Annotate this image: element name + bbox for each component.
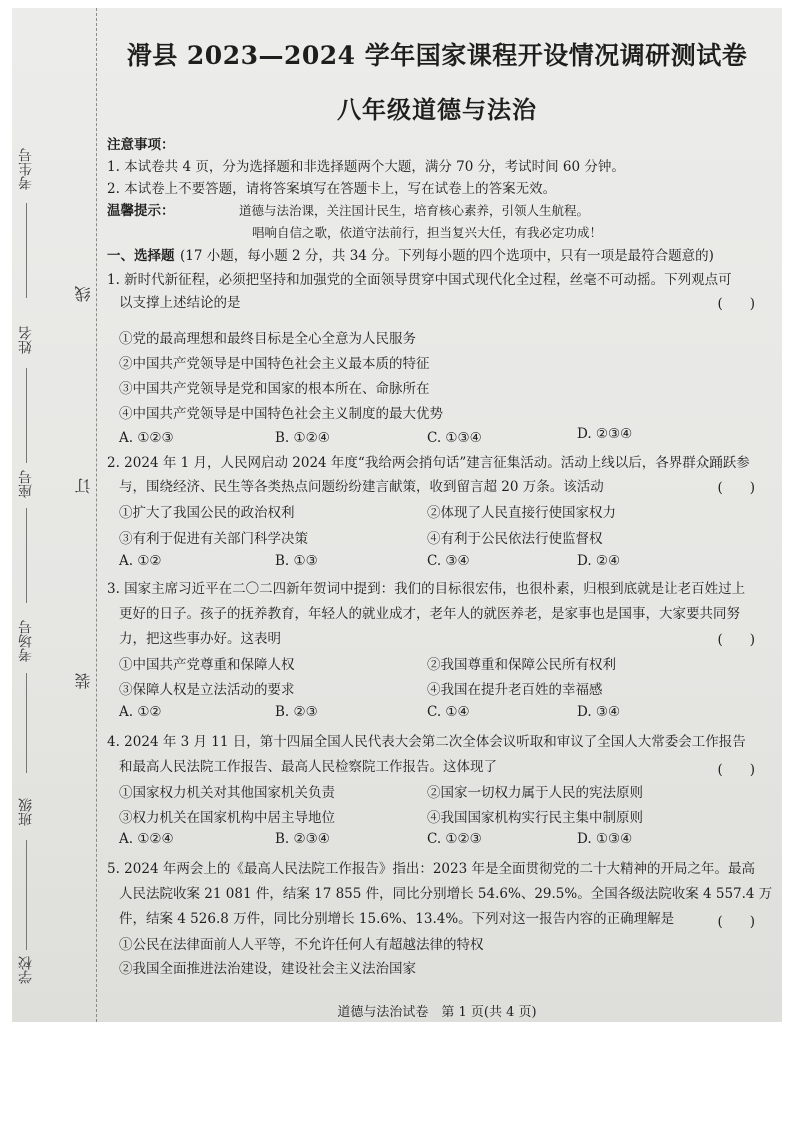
exam-subject: 八年级道德与法治: [337, 95, 537, 124]
section-title: 一、选择题: [107, 248, 175, 264]
class-label: 班级: [18, 798, 34, 826]
tip-line: 唱响自信之歌，依道守法前行，担当复兴大任，有我必定功成！: [252, 225, 603, 240]
statement: ③保障人权是立法活动的要求: [119, 682, 295, 698]
statement: ②体现了人民直接行使国家权力: [427, 505, 616, 521]
candidate-number-label: 考生号: [18, 148, 34, 190]
statement: ④我国国家机构实行民主集中制原则: [427, 810, 643, 826]
choice: A. ①②: [119, 704, 162, 720]
exam-room-blank: [26, 673, 27, 773]
answer-blank: ( ): [717, 632, 755, 648]
statement: ①公民在法律面前人人平等，不允许任何人有超越法律的特权: [119, 937, 484, 953]
exam-title: 滑县 2023—2024 学年国家课程开设情况调研测试卷: [126, 41, 748, 70]
section-description: (17 小题，每小题 2 分，共 34 分。下列每小题的四个选项中，只有一项是最符合题意的): [180, 248, 714, 264]
choice: C. ①③④: [427, 430, 482, 446]
answer-blank: ( ): [717, 480, 755, 496]
choice: D. ②④: [577, 553, 621, 569]
answer-blank: ( ): [717, 762, 755, 778]
answer-blank: ( ): [717, 914, 755, 930]
question-1-text: 1. 新时代新征程，必须把坚持和加强党的全面领导贯穿中国式现代化全过程，丝毫不可动摇。下列观点可: [107, 272, 732, 288]
question-4-text: 和最高人民法院工作报告、最高人民检察院工作报告。这体现了: [119, 759, 497, 775]
question-2-text: 2. 2024 年 1 月，人民网启动 2024 年度“我给两会捎句话”建言征集活动。活动上线以后，各界群众踊跃参: [107, 455, 750, 471]
name-blank: [26, 368, 27, 463]
exam-photo: [12, 8, 782, 1022]
choice: B. ②③④: [275, 831, 330, 847]
statement: ③中国共产党领导是党和国家的根本所在、命脉所在: [119, 381, 430, 397]
question-2-text: 与，围绕经济、民生等各类热点问题纷纷建言献策，收到留言超 20 万条。该活动: [119, 479, 604, 495]
answer-blank: ( ): [717, 296, 755, 312]
choice: A. ①②④: [119, 831, 174, 847]
statement: ①扩大了我国公民的政治权利: [119, 505, 295, 521]
page-footer: 道德与法治试卷 第 1 页(共 4 页): [337, 1005, 537, 1020]
cut-line: [96, 8, 97, 1022]
notes-heading: 注意事项：: [107, 137, 175, 153]
statement: ②我国全面推进法治建设，建设社会主义法治国家: [119, 961, 416, 977]
statement: ③权力机关在国家机构中居主导地位: [119, 810, 335, 826]
choice: A. ①②: [119, 553, 162, 569]
statement: ③有利于促进有关部门科学决策: [119, 531, 308, 547]
binding-mark-line: 线: [74, 286, 93, 302]
statement: ②国家一切权力属于人民的宪法原则: [427, 785, 643, 801]
choice: A. ①②③: [119, 430, 174, 446]
statement: ②我国尊重和保障公民所有权利: [427, 657, 616, 673]
choice: B. ②③: [275, 704, 318, 720]
choice: D. ③④: [577, 704, 621, 720]
statement: ①国家权力机关对其他国家机关负责: [119, 785, 335, 801]
choice: D. ②③④: [577, 426, 633, 442]
choice: D. ①③④: [577, 831, 633, 847]
choice: C. ①②③: [427, 831, 482, 847]
class-blank: [26, 840, 27, 950]
choice: C. ①④: [427, 704, 470, 720]
note-item: 2. 本试卷上不要答题，请将答案填写在答题卡上，写在试卷上的答案无效。: [107, 181, 557, 197]
name-label: 姓名: [18, 326, 34, 354]
seat-number-label: 座号: [18, 470, 34, 498]
statement: ④我国在提升老百姓的幸福感: [427, 682, 603, 698]
statement: ④中国共产党领导是中国特色社会主义制度的最大优势: [119, 406, 443, 422]
school-label: 学校: [18, 956, 34, 984]
tip-heading: 温馨提示：: [107, 203, 175, 219]
candidate-number-blank: [26, 203, 27, 298]
statement: ④有利于公民依法行使监督权: [427, 531, 603, 547]
statement: ②中国共产党领导是中国特色社会主义最本质的特征: [119, 356, 430, 372]
statement: ①党的最高理想和最终目标是全心全意为人民服务: [119, 331, 416, 347]
question-5-text: 人民法院收案 21 081 件，结案 17 855 件，同比分别增长 54.6%、29.5%。全国各级法院收案 4 557.4 万: [119, 886, 773, 902]
question-3-text: 更好的日子。孩子的抚养教育，年轻人的就业成才，老年人的就医养老，是家事也是国事，大家要共同努: [119, 606, 740, 622]
question-4-text: 4. 2024 年 3 月 11 日，第十四届全国人民代表大会第二次全体会议听取和审议了全国人大常委会工作报告: [107, 734, 746, 750]
binding-mark-staple: 订: [74, 478, 93, 494]
question-1-text: 以支撑上述结论的是: [119, 295, 241, 311]
seat-number-blank: [26, 508, 27, 603]
question-3-text: 力，把这些事办好。这表明: [119, 631, 281, 647]
choice: B. ①③: [275, 553, 318, 569]
question-5-text: 件，结案 4 526.8 万件，同比分别增长 15.6%、13.4%。下列对这一报告内容的正确理解是: [119, 911, 675, 927]
choice: C. ③④: [427, 553, 470, 569]
question-3-text: 3. 国家主席习近平在二〇二四新年贺词中提到：我们的目标很宏伟，也很朴素，归根到底就是让老百姓过上: [107, 581, 746, 597]
choice: B. ①②④: [275, 430, 330, 446]
binding-margin: [12, 8, 96, 1022]
exam-room-label: 考场号: [18, 620, 34, 662]
statement: ①中国共产党尊重和保障人权: [119, 657, 295, 673]
binding-mark-bind: 装: [74, 673, 93, 689]
tip-line: 道德与法治课，关注国计民生，培育核心素养，引领人生航程。: [239, 203, 590, 218]
question-5-text: 5. 2024 年两会上的《最高人民法院工作报告》指出：2023 年是全面贯彻党的二十大精神的开局之年。最高: [107, 861, 755, 877]
note-item: 1. 本试卷共 4 页，分为选择题和非选择题两个大题，满分 70 分，考试时间 60 分钟。: [107, 159, 625, 175]
